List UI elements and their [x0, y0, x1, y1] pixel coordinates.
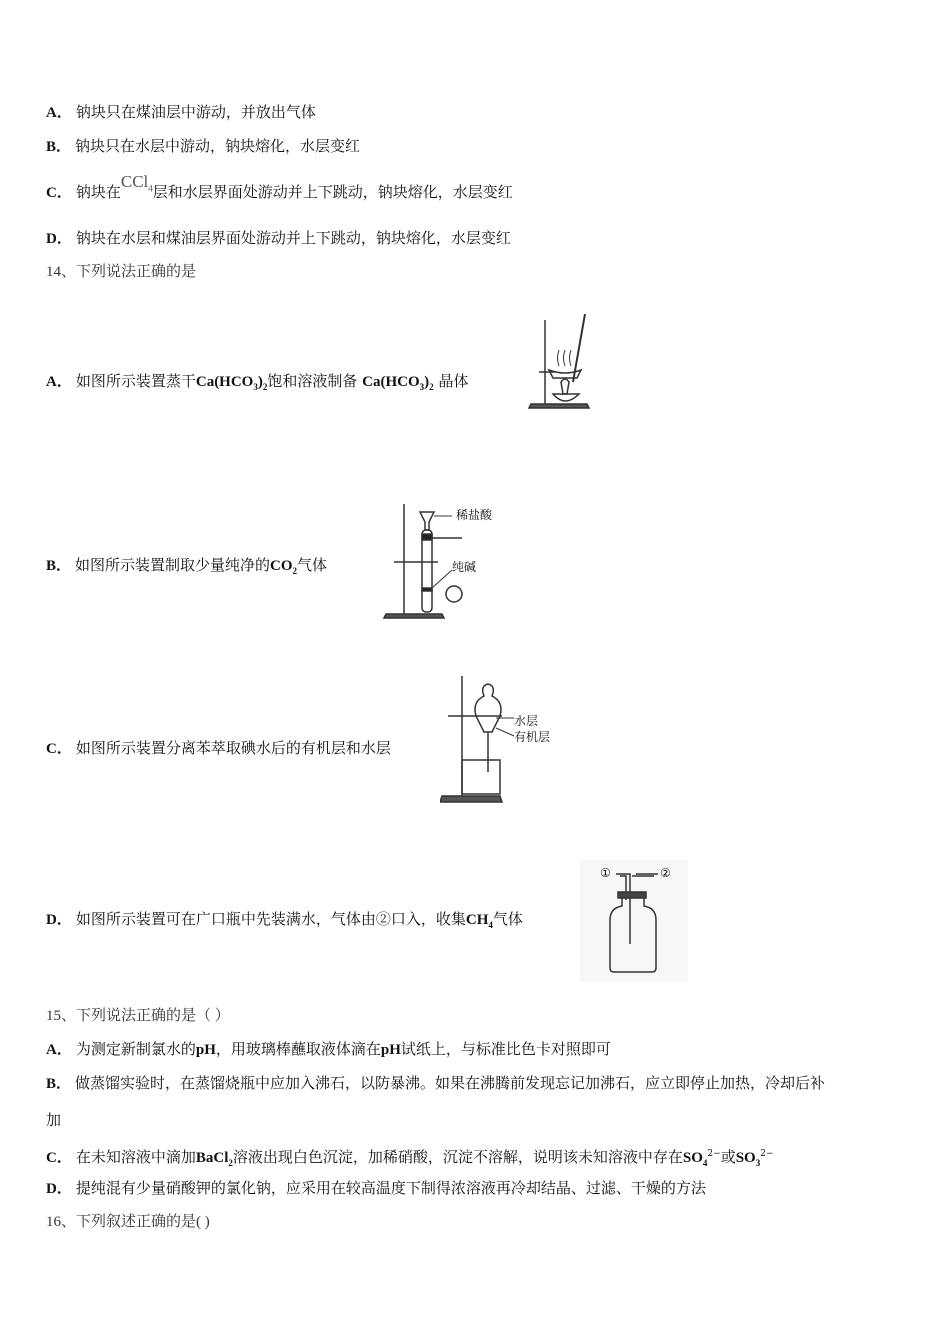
option-text: 钠块在水层和煤油层界面处游动并上下跳动，钠块熔化，水层变红: [75, 229, 511, 247]
subscript: 4: [148, 183, 153, 194]
option-text: 如图所示装置分离苯萃取碘水后的有机层和水层: [75, 739, 391, 757]
label-water-layer: 水层: [514, 714, 539, 728]
q15-option-d: [46, 1178, 706, 1199]
subscript: 2: [262, 382, 268, 392]
formula: ): [424, 374, 430, 390]
q15-option-b-continuation: 加: [46, 1111, 62, 1129]
q14-option-b: [46, 555, 327, 581]
option-letter: D．: [46, 231, 72, 247]
formula: SO: [682, 1150, 703, 1166]
q15-option-a: [46, 1039, 611, 1060]
separatory-funnel-figure: [440, 672, 560, 806]
formula: BaCl: [195, 1150, 229, 1166]
formula: Ca(HCO: [362, 374, 420, 390]
option-letter: D．: [46, 1181, 72, 1197]
subscript: 2: [228, 1158, 233, 1168]
option-text: 晶体: [438, 372, 469, 390]
option-text: 钠块在: [75, 183, 121, 201]
subscript: 3: [419, 382, 425, 392]
formula-ccl4: [120, 172, 153, 194]
superscript: 2−: [760, 1149, 774, 1159]
option-text: 如图所示装置蒸干: [75, 372, 196, 390]
label-port-1: ①: [600, 866, 611, 880]
option-text: 溶液出现白色沉淀，加稀硝酸，沉淀不溶解，说明该未知溶液中存在: [232, 1148, 683, 1166]
formula: CH: [465, 912, 489, 928]
superscript: 2−: [707, 1149, 721, 1159]
subscript: 4: [488, 920, 493, 930]
subscript: 2: [292, 566, 298, 576]
q14-option-a: [46, 371, 468, 397]
co2-generator-figure: [382, 500, 512, 622]
option-letter: A．: [46, 1042, 72, 1058]
q13-option-a: [46, 102, 316, 123]
formula: pH: [195, 1042, 216, 1058]
option-letter: C．: [46, 185, 72, 201]
q15-option-b: [46, 1073, 825, 1094]
option-text: 试纸上，与标准比色卡对照即可: [400, 1040, 611, 1058]
subscript: 3: [253, 382, 258, 392]
option-letter: A．: [46, 105, 72, 121]
q15-stem: 15、下列说法正确的是（ ）: [46, 1008, 230, 1024]
option-text: 层和水层界面处游动并上下跳动，钠块熔化，水层变红: [152, 183, 513, 201]
formula: SO: [735, 1150, 756, 1166]
option-text: 气体: [297, 556, 328, 574]
label-port-2: ②: [660, 866, 671, 880]
q14-option-c: [46, 738, 391, 759]
formula: ): [257, 374, 263, 390]
subscript: 4: [702, 1158, 708, 1168]
q14-option-d: [46, 909, 523, 935]
option-text: 在未知溶液中滴加: [75, 1148, 196, 1166]
option-letter: D．: [46, 912, 72, 928]
subscript: 2: [429, 382, 434, 392]
q13-option-d: [46, 228, 511, 249]
q15-option-c: [46, 1144, 774, 1173]
option-text: 钠块只在煤油层中游动，并放出气体: [75, 103, 316, 121]
formula: Ca(HCO: [195, 374, 254, 390]
option-letter: C．: [46, 741, 72, 757]
label-organic-layer: 有机层: [514, 730, 551, 744]
formula: CO: [270, 558, 293, 574]
option-text: 做蒸馏实验时，在蒸馏烧瓶中应加入沸石，以防暴沸。如果在沸腾前发现忘记加沸石，应立即停止加热，冷却后补: [75, 1074, 826, 1092]
q13-option-c: [46, 172, 513, 208]
option-text: 提纯混有少量硝酸钾的氯化钠，应采用在较高温度下制得浓溶液再冷却结晶、过滤、干燥的方法: [75, 1179, 706, 1197]
option-letter: B．: [46, 139, 72, 155]
formula: CCl: [120, 172, 149, 191]
gas-collection-bottle-figure: [580, 860, 688, 982]
option-letter: B．: [46, 558, 72, 574]
option-text: 气体: [492, 910, 523, 928]
option-letter: B．: [46, 1076, 72, 1092]
option-text: 饱和溶液制备: [267, 372, 358, 390]
option-text: 为测定新制氯水的: [75, 1040, 196, 1058]
option-text: 或: [720, 1148, 736, 1166]
option-text: 如图所示装置制取少量纯净的: [75, 556, 271, 574]
q13-option-b: [46, 136, 360, 157]
label-dilute-hcl: 稀盐酸: [456, 508, 493, 522]
evaporation-apparatus-figure: [525, 312, 595, 412]
option-text: ，用玻璃棒蘸取液体滴在: [215, 1040, 381, 1058]
q14-stem: 14、下列说法正确的是: [46, 264, 197, 280]
subscript: 3: [755, 1158, 761, 1168]
formula: pH: [380, 1042, 401, 1058]
option-letter: C．: [46, 1150, 72, 1166]
label-soda-ash: 纯碱: [452, 560, 477, 574]
option-letter: A．: [46, 374, 72, 390]
option-text: 钠块只在水层中游动，钠块熔化，水层变红: [75, 137, 361, 155]
q16-stem: 16、下列叙述正确的是( ): [46, 1214, 210, 1230]
option-text: 如图所示装置可在广口瓶中先装满水，气体由②口入，收集: [75, 910, 466, 928]
